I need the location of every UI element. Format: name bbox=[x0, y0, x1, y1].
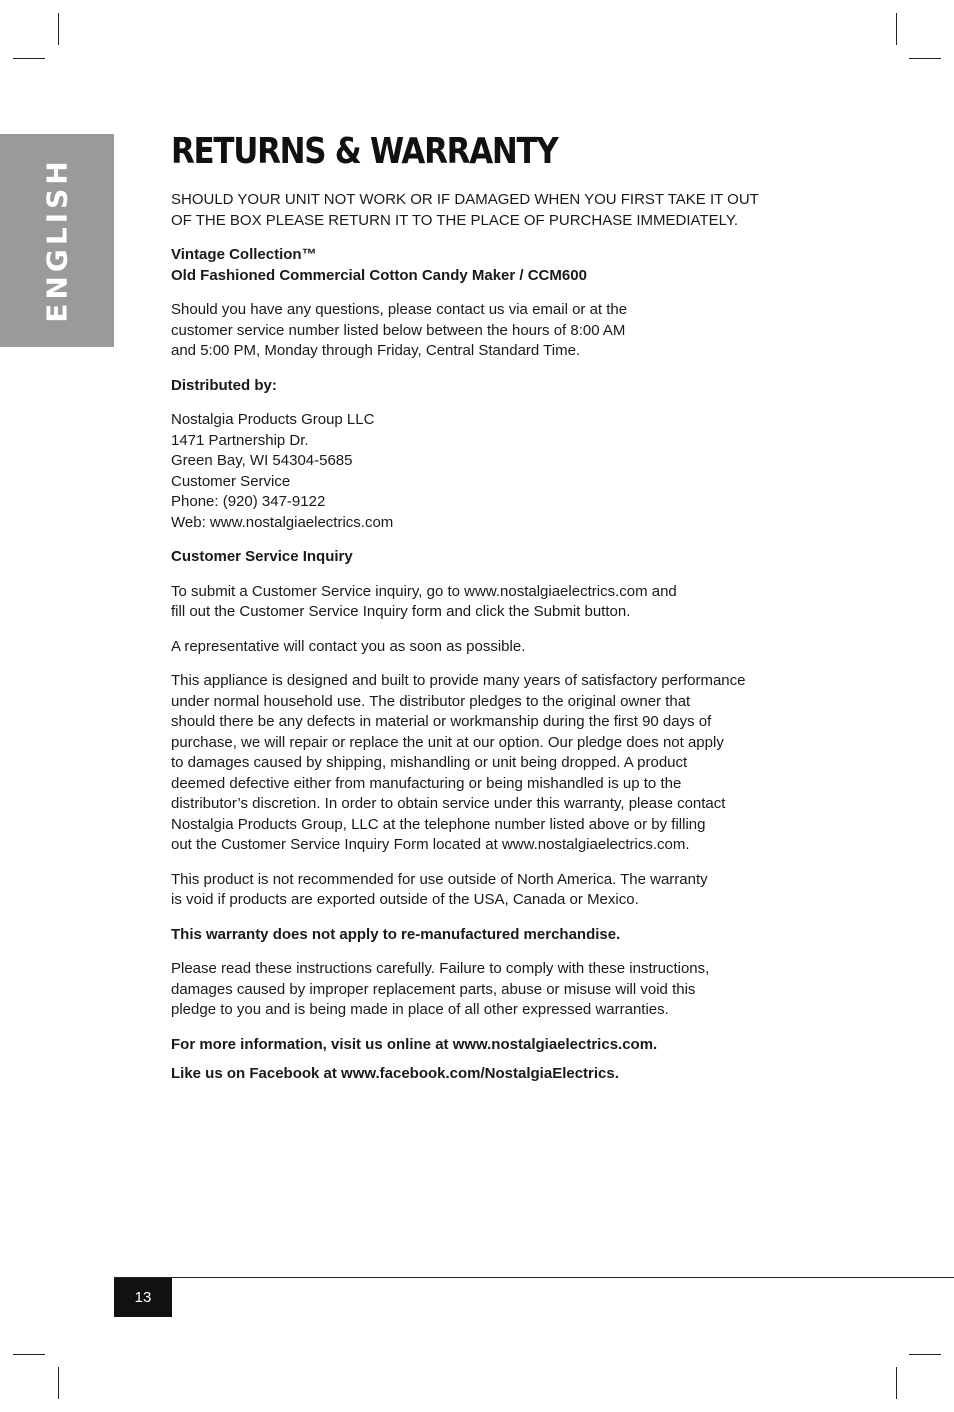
inquiry-paragraph bbox=[171, 582, 791, 623]
intro-line: SHOULD YOUR UNIT NOT WORK OR IF DAMAGED WHEN YOU FIRST TAKE IT OUT bbox=[171, 191, 759, 208]
product-block bbox=[171, 245, 791, 286]
warranty-line: should there be any defects in material or workmanship during the first 90 days of bbox=[171, 713, 712, 730]
intro-paragraph bbox=[171, 190, 791, 231]
crop-mark bbox=[909, 58, 941, 59]
warranty-paragraph bbox=[171, 671, 791, 856]
warranty-line: Nostalgia Products Group, LLC at the telephone number listed above or by filling bbox=[171, 815, 706, 833]
warranty-line: This appliance is designed and built to provide many years of satisfactory performance bbox=[171, 672, 746, 689]
distributed-by-heading: Distributed by: bbox=[171, 376, 277, 394]
crop-mark bbox=[896, 1367, 897, 1399]
inquiry-line: fill out the Customer Service Inquiry form and click the Submit button. bbox=[171, 603, 631, 620]
north-america-paragraph bbox=[171, 870, 791, 911]
crop-mark bbox=[909, 1354, 941, 1355]
web-line: Web: www.nostalgiaelectrics.com bbox=[171, 513, 394, 531]
crop-mark bbox=[58, 1367, 59, 1399]
address-line: Customer Service bbox=[171, 472, 291, 490]
inquiry-heading: Customer Service Inquiry bbox=[171, 548, 353, 565]
instructions-line: damages caused by improper replacement parts, abuse or misuse will void this bbox=[171, 980, 696, 998]
crop-mark bbox=[13, 58, 45, 59]
instructions-paragraph bbox=[171, 959, 791, 1021]
questions-line: Should you have any questions, please contact us via email or at the bbox=[171, 301, 628, 318]
warranty-line: distributor’s discretion. In order to obtain service under this warranty, please contact bbox=[171, 795, 726, 812]
questions-paragraph bbox=[171, 300, 791, 362]
instructions-line: Please read these instructions carefully. Failure to comply with these instructions, bbox=[171, 960, 710, 977]
product-name: Old Fashioned Commercial Cotton Candy Maker / CCM600 bbox=[171, 266, 587, 284]
facebook-line: Like us on Facebook at www.facebook.com/NostalgiaElectrics. bbox=[171, 1065, 619, 1082]
language-tab bbox=[0, 134, 114, 347]
page-title: RETURNS & WARRANTY bbox=[171, 131, 558, 172]
instructions-line: pledge to you and is being made in place of all other expressed warranties. bbox=[171, 1001, 669, 1018]
warranty-line: deemed defective either from manufacturing or being mishandled is up to the bbox=[171, 774, 682, 792]
page-number: 13 bbox=[114, 1278, 172, 1317]
language-tab-label: ENGLISH bbox=[40, 157, 74, 323]
crop-mark bbox=[13, 1354, 45, 1355]
north-america-line: is void if products are exported outside of the USA, Canada or Mexico. bbox=[171, 891, 639, 908]
crop-mark bbox=[58, 13, 59, 45]
more-info-line: For more information, visit us online at www.nostalgiaelectrics.com. bbox=[171, 1035, 658, 1053]
page-content bbox=[171, 128, 791, 1099]
address-line: 1471 Partnership Dr. bbox=[171, 431, 309, 449]
north-america-line: This product is not recommended for use outside of North America. The warranty bbox=[171, 870, 708, 888]
phone-line: Phone: (920) 347-9122 bbox=[171, 493, 326, 510]
warranty-line: under normal household use. The distributor pledges to the original owner that bbox=[171, 692, 691, 710]
warranty-line: out the Customer Service Inquiry Form located at www.nostalgiaelectrics.com. bbox=[171, 836, 690, 853]
questions-line: and 5:00 PM, Monday through Friday, Central Standard Time. bbox=[171, 342, 581, 359]
questions-line: customer service number listed below between the hours of 8:00 AM bbox=[171, 321, 626, 339]
warranty-line: purchase, we will repair or replace the unit at our option. Our pledge does not apply bbox=[171, 733, 724, 751]
address-line: Green Bay, WI 54304-5685 bbox=[171, 452, 353, 469]
inquiry-line: To submit a Customer Service inquiry, go to www.nostalgiaelectrics.com and bbox=[171, 582, 677, 600]
remanufactured-notice: This warranty does not apply to re-manufactured merchandise. bbox=[171, 925, 621, 943]
footer-rule bbox=[114, 1277, 954, 1278]
product-collection: Vintage Collection™ bbox=[171, 246, 317, 263]
representative-paragraph: A representative will contact you as soon as possible. bbox=[171, 637, 526, 655]
crop-mark bbox=[896, 13, 897, 45]
intro-line: OF THE BOX PLEASE RETURN IT TO THE PLACE OF PURCHASE IMMEDIATELY. bbox=[171, 211, 739, 229]
address-line: Nostalgia Products Group LLC bbox=[171, 411, 375, 428]
distributor-address bbox=[171, 410, 791, 533]
warranty-line: to damages caused by shipping, mishandling or unit being dropped. A product bbox=[171, 754, 688, 771]
